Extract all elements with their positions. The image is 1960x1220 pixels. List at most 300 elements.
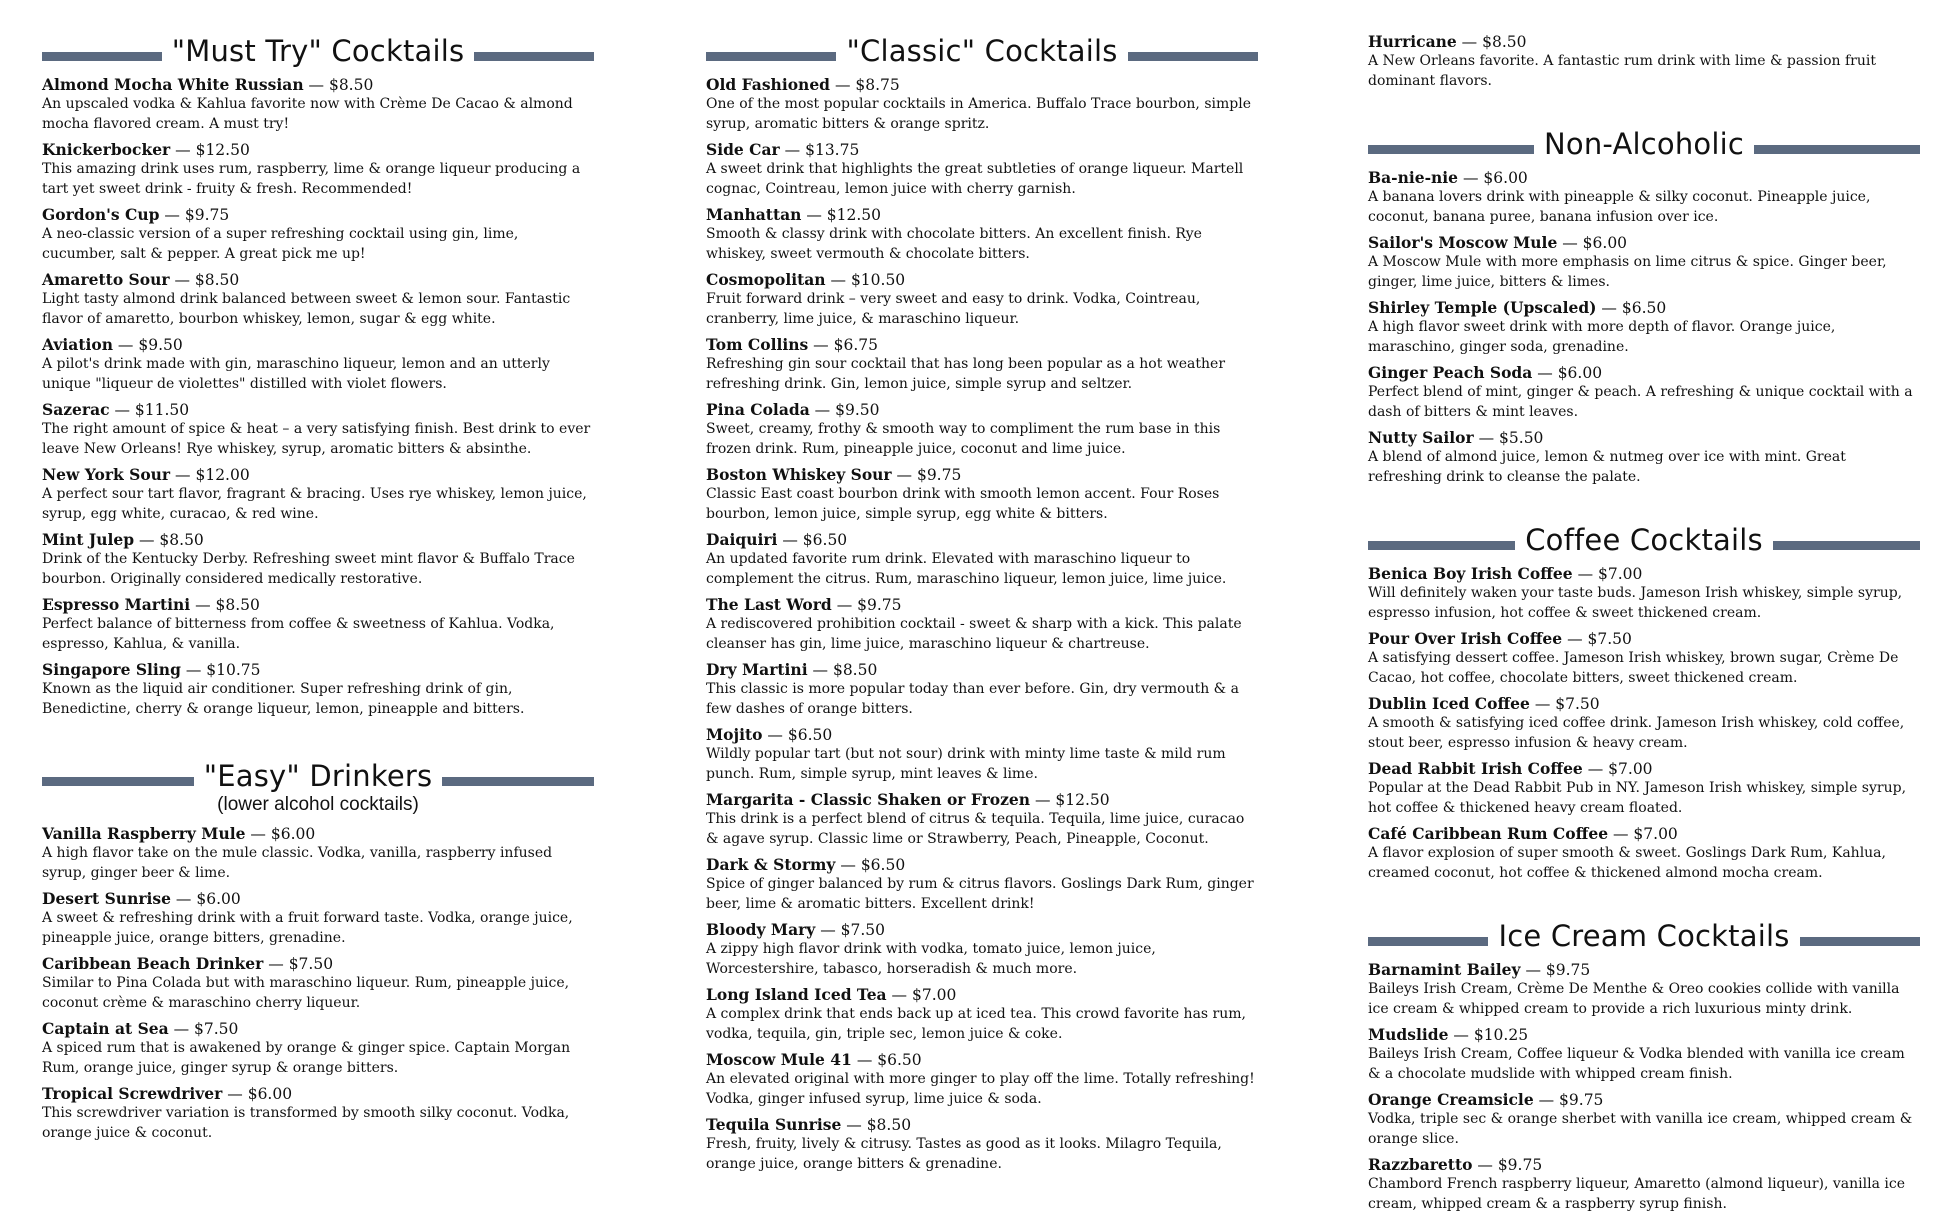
item-name-line xyxy=(42,400,594,420)
item-description: Baileys Irish Cream, Coffee liqueur & Vodka blended with vanilla ice cream & a chocolate mudslide with whipped cream finish. xyxy=(1368,1046,1905,1082)
price-separator: — xyxy=(801,206,827,224)
item-name-line xyxy=(706,530,1258,550)
item-name: Sailor's Moscow Mule xyxy=(1368,233,1558,252)
divider-bar xyxy=(1773,541,1920,550)
divider-bar xyxy=(1368,541,1515,550)
item-name: Tropical Screwdriver xyxy=(42,1084,223,1103)
item-price: $7.50 xyxy=(840,921,886,939)
price-separator: — xyxy=(851,1051,878,1069)
item-name-line xyxy=(706,595,1258,615)
item-name-line xyxy=(1368,759,1920,779)
item-name: Vanilla Raspberry Mule xyxy=(42,824,246,843)
price-separator: — xyxy=(1572,565,1599,583)
item-description: This amazing drink uses rum, raspberry, lime & orange liqueur producing a tart yet sweet drink - fruity & fresh. Recommended! xyxy=(42,161,581,197)
section-header-coffee xyxy=(1368,523,1920,557)
price-separator: — xyxy=(777,531,803,549)
item-price: $6.00 xyxy=(270,825,316,843)
menu-item xyxy=(706,1050,1258,1109)
section-title: Coffee Cocktails xyxy=(1525,523,1763,557)
item-price: $6.00 xyxy=(1483,169,1528,187)
item-description: A sweet & refreshing drink with a fruit forward taste. Vodka, orange juice, pineapple juice, orange bitters, grenadine. xyxy=(42,910,573,946)
item-description: Fresh, fruity, lively & citrusy. Tastes as good as it looks. Milagro Tequila, orange juice, orange bitters & grenadine. xyxy=(706,1136,1222,1172)
section-header-non-alcoholic xyxy=(1368,127,1920,161)
menu-item xyxy=(42,824,594,883)
menu-item xyxy=(706,530,1258,589)
price-separator: — xyxy=(168,1020,195,1038)
menu-item xyxy=(1368,298,1920,357)
item-name: New York Sour xyxy=(42,465,171,484)
menu-list xyxy=(42,824,594,1143)
item-price: $12.00 xyxy=(195,466,250,484)
item-price: $6.50 xyxy=(877,1051,922,1069)
item-description: A perfect sour tart flavor, fragrant & bracing. Uses rye whiskey, lemon juice, syrup, egg white, curacao, & red wine. xyxy=(42,486,587,522)
menu-item xyxy=(42,954,594,1013)
item-price: $5.50 xyxy=(1499,429,1544,447)
item-price: $7.00 xyxy=(1608,760,1653,778)
item-description: Drink of the Kentucky Derby. Refreshing sweet mint flavor & Buffalo Trace bourbon. Originally considered medically restorative. xyxy=(42,551,575,587)
item-price: $6.00 xyxy=(247,1085,293,1103)
item-price: $8.75 xyxy=(855,76,900,94)
item-name-line xyxy=(1368,428,1920,448)
item-name: Bloody Mary xyxy=(706,920,816,939)
price-separator: — xyxy=(1520,961,1546,979)
item-name-line xyxy=(706,205,1258,225)
item-name: Gordon's Cup xyxy=(42,205,160,224)
item-price: $8.50 xyxy=(194,271,240,289)
section-header-ice-cream xyxy=(1368,919,1920,953)
item-description: A high flavor sweet drink with more depth of flavor. Orange juice, maraschino, ginger soda, grenadine. xyxy=(1368,319,1836,355)
price-separator: — xyxy=(159,206,185,224)
item-description: This screwdriver variation is transformed by smooth silky coconut. Vodka, orange juice & coconut. xyxy=(42,1105,570,1141)
menu-item xyxy=(706,920,1258,979)
divider-bar xyxy=(1800,937,1920,946)
item-name-line xyxy=(42,205,594,225)
price-separator: — xyxy=(809,401,836,419)
menu-item xyxy=(706,985,1258,1044)
item-name: Tequila Sunrise xyxy=(706,1115,842,1134)
item-price: $6.00 xyxy=(196,890,241,908)
item-name: The Last Word xyxy=(706,595,832,614)
item-description: A smooth & satisfying iced coffee drink. Jameson Irish whiskey, cold coffee, stout beer, espresso infusion & heavy cream. xyxy=(1368,715,1905,751)
price-separator: — xyxy=(170,466,196,484)
item-name-line xyxy=(42,140,594,160)
menu-item xyxy=(1368,824,1920,883)
item-description: Known as the liquid air conditioner. Super refreshing drink of gin, Benedictine, cherry & orange liqueur, lemon, pineapple and bitters. xyxy=(42,681,525,717)
item-description: One of the most popular cocktails in America. Buffalo Trace bourbon, simple syrup, aromatic bitters & orange spritz. xyxy=(706,96,1251,132)
menu-item xyxy=(42,1019,594,1078)
item-description: A sweet drink that highlights the great subtleties of orange liqueur. Martell cognac, Cointreau, lemon juice with cherry garnish. xyxy=(706,161,1244,197)
item-description: Refreshing gin sour cocktail that has long been popular as a hot weather refreshing drink. Gin, lemon juice, simple syrup and seltzer. xyxy=(706,356,1226,392)
item-name: Pour Over Irish Coffee xyxy=(1368,629,1563,648)
item-name: Almond Mocha White Russian xyxy=(42,75,304,94)
item-price: $9.75 xyxy=(1545,961,1591,979)
column-middle xyxy=(706,34,1258,1180)
divider-bar xyxy=(442,777,594,786)
item-name: Caribbean Beach Drinker xyxy=(42,954,264,973)
price-separator: — xyxy=(891,466,917,484)
menu-item xyxy=(706,1115,1258,1174)
item-price: $7.50 xyxy=(1555,695,1600,713)
item-name-line xyxy=(1368,1025,1920,1045)
item-name-line xyxy=(1368,824,1920,844)
item-name: Old Fashioned xyxy=(706,75,831,94)
item-description: A neo-classic version of a super refreshing cocktail using gin, lime, cucumber, salt & pepper. A great pick me up! xyxy=(42,226,519,262)
menu-item xyxy=(706,270,1258,329)
item-name: Moscow Mule 41 xyxy=(706,1050,852,1069)
section-subtitle: (lower alcohol cocktails) xyxy=(217,794,419,815)
item-name-line xyxy=(1368,1155,1920,1175)
item-price: $10.75 xyxy=(206,661,261,679)
item-description: A banana lovers drink with pineapple & silky coconut. Pineapple juice, coconut, banana puree, banana infusion over ice. xyxy=(1368,189,1871,225)
item-name: Dead Rabbit Irish Coffee xyxy=(1368,759,1583,778)
item-name-line xyxy=(706,400,1258,420)
menu-item xyxy=(1368,629,1920,688)
menu-item xyxy=(42,335,594,394)
item-price: $12.50 xyxy=(826,206,882,224)
item-description: This classic is more popular today than ever before. Gin, dry vermouth & a few dashes of orange bitters. xyxy=(706,681,1239,717)
menu-item xyxy=(42,660,594,719)
item-name: Dark & Stormy xyxy=(706,855,836,874)
item-name-line xyxy=(1368,168,1920,188)
item-price: $6.75 xyxy=(833,336,878,354)
section-header-must-try xyxy=(42,34,594,68)
item-name: Pina Colada xyxy=(706,400,810,419)
item-name: Cosmopolitan xyxy=(706,270,826,289)
section-title: "Classic" Cocktails xyxy=(846,34,1118,68)
item-name-line xyxy=(1368,298,1920,318)
menu-item xyxy=(706,205,1258,264)
menu-item xyxy=(1368,428,1920,487)
item-price: $9.75 xyxy=(1559,1091,1604,1109)
divider-bar xyxy=(42,777,194,786)
item-description: A high flavor take on the mule classic. Vodka, vanilla, raspberry infused syrup, ginger beer & lime. xyxy=(42,845,553,881)
item-name: Aviation xyxy=(42,335,113,354)
item-name-line xyxy=(42,75,594,95)
price-separator: — xyxy=(1533,1091,1560,1109)
item-name-line xyxy=(42,335,594,355)
item-name-line xyxy=(706,140,1258,160)
price-separator: — xyxy=(245,825,271,843)
price-separator: — xyxy=(1562,630,1588,648)
price-separator: — xyxy=(1030,791,1056,809)
item-description: Will definitely waken your taste buds. Jameson Irish whiskey, simple syrup, espresso infusion, hot coffee & sweet thickened cream. xyxy=(1368,585,1903,621)
item-name: Nutty Sailor xyxy=(1368,428,1474,447)
item-name-line xyxy=(1368,564,1920,584)
price-separator: — xyxy=(815,921,841,939)
item-name: Café Caribbean Rum Coffee xyxy=(1368,824,1609,843)
item-price: $11.50 xyxy=(134,401,190,419)
menu-list xyxy=(706,75,1258,1174)
column-left xyxy=(42,34,594,1149)
item-name-line xyxy=(42,595,594,615)
menu-item xyxy=(1368,1155,1920,1214)
price-separator: — xyxy=(109,401,135,419)
item-name: Hurricane xyxy=(1368,32,1457,51)
item-price: $9.75 xyxy=(916,466,962,484)
menu-item xyxy=(706,335,1258,394)
item-description: A flavor explosion of super smooth & sweet. Goslings Dark Rum, Kahlua, creamed coconut, hot coffee & thickened almond mocha cream. xyxy=(1368,845,1886,881)
menu-item xyxy=(1368,168,1920,227)
item-name: Ba-nie-nie xyxy=(1368,168,1459,187)
menu-item xyxy=(1368,564,1920,623)
menu-item xyxy=(42,400,594,459)
item-name-line xyxy=(1368,1090,1920,1110)
column-right xyxy=(1368,32,1920,1220)
menu-item xyxy=(706,140,1258,199)
item-name: Daiquiri xyxy=(706,530,778,549)
item-name: Tom Collins xyxy=(706,335,809,354)
menu-item xyxy=(1368,960,1920,1019)
menu-item xyxy=(706,400,1258,459)
price-separator: — xyxy=(830,76,856,94)
section-title: Non-Alcoholic xyxy=(1544,127,1745,161)
price-separator: — xyxy=(835,856,861,874)
item-price: $6.50 xyxy=(1621,299,1667,317)
item-name-line xyxy=(706,1115,1258,1135)
menu-item xyxy=(706,660,1258,719)
section-title: "Must Try" Cocktails xyxy=(171,34,465,68)
item-name: Espresso Martini xyxy=(42,595,191,614)
divider-bar xyxy=(474,52,594,61)
item-price: $9.50 xyxy=(138,336,183,354)
price-separator: — xyxy=(170,141,196,159)
item-name-line xyxy=(706,855,1258,875)
item-price: $7.50 xyxy=(288,955,334,973)
price-separator: — xyxy=(831,596,858,614)
price-separator: — xyxy=(171,890,197,908)
menu-item xyxy=(42,270,594,329)
divider-bar xyxy=(1368,145,1534,154)
price-separator: — xyxy=(1448,1026,1474,1044)
item-name: Sazerac xyxy=(42,400,110,419)
price-separator: — xyxy=(113,336,139,354)
price-separator: — xyxy=(886,986,912,1004)
item-name-line xyxy=(42,1084,594,1104)
price-separator: — xyxy=(808,336,834,354)
price-separator: — xyxy=(825,271,851,289)
item-price: $8.50 xyxy=(328,76,374,94)
item-price: $12.50 xyxy=(195,141,250,159)
item-price: $7.00 xyxy=(911,986,957,1004)
item-description: Popular at the Dead Rabbit Pub in NY. Jameson Irish whiskey, simple syrup, hot coffee & thickened heavy cream floated. xyxy=(1368,780,1907,816)
item-price: $7.50 xyxy=(1587,630,1632,648)
item-price: $10.25 xyxy=(1473,1026,1529,1044)
item-name-line xyxy=(1368,694,1920,714)
item-price: $6.00 xyxy=(1557,364,1603,382)
item-name: Mudslide xyxy=(1368,1025,1449,1044)
item-description: This drink is a perfect blend of citrus & tequila. Tequila, lime juice, curacao & agave syrup. Classic lime or Strawberry, Peach, Pineapple, Coconut. xyxy=(706,811,1245,847)
price-separator: — xyxy=(779,141,806,159)
item-name: Desert Sunrise xyxy=(42,889,171,908)
divider-bar xyxy=(706,52,836,61)
item-name-line xyxy=(706,465,1258,485)
item-price: $8.50 xyxy=(866,1116,912,1134)
item-name: Barnamint Bailey xyxy=(1368,960,1521,979)
item-name-line xyxy=(42,270,594,290)
item-name: Long Island Iced Tea xyxy=(706,985,887,1004)
item-name: Amaretto Sour xyxy=(42,270,170,289)
item-description: Similar to Pina Colada but with maraschino liqueur. Rum, pineapple juice, coconut crème & maraschino cherry liqueur. xyxy=(42,975,570,1011)
price-separator: — xyxy=(762,726,788,744)
item-price: $8.50 xyxy=(1482,33,1527,51)
menu-item xyxy=(706,855,1258,914)
item-description: A blend of almond juice, lemon & nutmeg over ice with mint. Great refreshing drink to cleanse the palate. xyxy=(1368,449,1846,485)
price-separator: — xyxy=(841,1116,867,1134)
item-name: Razzbaretto xyxy=(1368,1155,1473,1174)
item-price: $7.50 xyxy=(194,1020,239,1038)
item-description: Vodka, triple sec & orange sherbet with vanilla ice cream, whipped cream & orange slice. xyxy=(1368,1111,1913,1147)
item-price: $9.50 xyxy=(835,401,880,419)
item-name-line xyxy=(706,335,1258,355)
item-description: An upscaled vodka & Kahlua favorite now with Crème De Cacao & almond mocha flavored cream. A must try! xyxy=(42,96,573,132)
item-description: A zippy high flavor drink with vodka, tomato juice, lemon juice, Worcestershire, tabasco, horseradish & much more. xyxy=(706,941,1156,977)
item-description: An updated favorite rum drink. Elevated with maraschino liqueur to complement the citrus. Rum, maraschino liqueur, lemon juice, lime juice. xyxy=(706,551,1227,587)
menu-list xyxy=(42,75,594,719)
menu-item xyxy=(42,530,594,589)
price-separator: — xyxy=(190,596,216,614)
menu-item xyxy=(42,205,594,264)
price-separator: — xyxy=(1472,1156,1498,1174)
menu-item xyxy=(42,1084,594,1143)
item-name-line xyxy=(1368,629,1920,649)
item-name-line xyxy=(1368,960,1920,980)
menu-item xyxy=(42,889,594,948)
item-name: Margarita - Classic Shaken or Frozen xyxy=(706,790,1031,809)
item-name: Benica Boy Irish Coffee xyxy=(1368,564,1573,583)
item-name: Dublin Iced Coffee xyxy=(1368,694,1530,713)
item-name-line xyxy=(706,985,1258,1005)
item-name-line xyxy=(706,725,1258,745)
item-name: Boston Whiskey Sour xyxy=(706,465,892,484)
item-price: $6.50 xyxy=(802,531,848,549)
item-description: Perfect balance of bitterness from coffee & sweetness of Kahlua. Vodka, espresso, Kahlua, & vanilla. xyxy=(42,616,555,652)
item-description: A pilot's drink made with gin, maraschino liqueur, lemon and an utterly unique "liqueur de violettes" distilled with violet flowers. xyxy=(42,356,550,392)
item-price: $8.50 xyxy=(832,661,878,679)
item-description: Wildly popular tart (but not sour) drink with minty lime taste & mild rum punch. Rum, simple syrup, mint leaves & lime. xyxy=(706,746,1226,782)
price-separator: — xyxy=(1557,234,1583,252)
item-name-line xyxy=(42,889,594,909)
menu-item xyxy=(42,75,594,134)
item-name: Knickerbocker xyxy=(42,140,171,159)
menu-item xyxy=(42,595,594,654)
item-price: $6.50 xyxy=(860,856,906,874)
item-description: A Moscow Mule with more emphasis on lime citrus & spice. Ginger beer, ginger, lime juice, bitters & limes. xyxy=(1368,254,1887,290)
item-description: Chambord French raspberry liqueur, Amaretto (almond liqueur), vanilla ice cream, whipped cream & a raspberry syrup finish. xyxy=(1368,1176,1905,1212)
price-separator: — xyxy=(303,76,329,94)
menu-list xyxy=(1368,960,1920,1214)
item-price: $9.75 xyxy=(1497,1156,1543,1174)
item-description: A satisfying dessert coffee. Jameson Irish whiskey, brown sugar, Crème De Cacao, hot coffee, chocolate bitters, sweet thickened cream. xyxy=(1368,650,1899,686)
item-price: $10.50 xyxy=(850,271,906,289)
menu-item xyxy=(1368,32,1920,91)
menu-list xyxy=(1368,168,1920,487)
menu-item xyxy=(1368,1025,1920,1084)
menu-list xyxy=(1368,564,1920,883)
price-separator: — xyxy=(169,271,195,289)
item-name: Dry Martini xyxy=(706,660,808,679)
item-description: An elevated original with more ginger to play off the lime. Totally refreshing! Vodka, ginger infused syrup, lime juice & soda. xyxy=(706,1071,1255,1107)
item-name: Orange Creamsicle xyxy=(1368,1090,1534,1109)
price-separator: — xyxy=(1532,364,1558,382)
section-title: "Easy" Drinkers xyxy=(203,759,433,793)
menu-item xyxy=(1368,759,1920,818)
menu-item xyxy=(706,75,1258,134)
item-name-line xyxy=(706,790,1258,810)
item-name-line xyxy=(706,1050,1258,1070)
section-title: Ice Cream Cocktails xyxy=(1498,919,1790,953)
item-description: A rediscovered prohibition cocktail - sweet & sharp with a kick. This palate cleanser has gin, lime juice, maraschino liqueur & chartreuse. xyxy=(706,616,1242,652)
item-name: Captain at Sea xyxy=(42,1019,169,1038)
menu-item xyxy=(1368,363,1920,422)
item-name: Shirley Temple (Upscaled) xyxy=(1368,298,1597,317)
price-separator: — xyxy=(1582,760,1609,778)
price-separator: — xyxy=(807,661,833,679)
divider-bar xyxy=(1754,145,1920,154)
item-price: $8.50 xyxy=(215,596,260,614)
item-name-line xyxy=(1368,233,1920,253)
item-description: Sweet, creamy, frothy & smooth way to compliment the rum base in this frozen drink. Rum, pineapple juice, coconut and lime juice. xyxy=(706,421,1221,457)
menu-item xyxy=(1368,1090,1920,1149)
divider-bar xyxy=(42,52,162,61)
section-header-easy xyxy=(42,759,594,793)
item-price: $9.75 xyxy=(857,596,902,614)
item-name-line xyxy=(1368,363,1920,383)
menu-item xyxy=(706,465,1258,524)
item-price: $7.00 xyxy=(1633,825,1678,843)
price-separator: — xyxy=(1456,33,1483,51)
item-name-line xyxy=(42,1019,594,1039)
price-separator: — xyxy=(1473,429,1500,447)
item-description: Light tasty almond drink balanced between sweet & lemon sour. Fantastic flavor of amaretto, bourbon whiskey, lemon, sugar & egg white. xyxy=(42,291,571,327)
item-description: A spiced rum that is awakened by orange & ginger spice. Captain Morgan Rum, orange juice, ginger syrup & orange bitters. xyxy=(42,1040,571,1076)
item-price: $6.50 xyxy=(787,726,833,744)
menu-item xyxy=(706,790,1258,849)
menu-item xyxy=(1368,694,1920,753)
menu-item xyxy=(706,725,1258,784)
divider-bar xyxy=(1128,52,1258,61)
menu-item xyxy=(706,595,1258,654)
menu-item xyxy=(1368,233,1920,292)
item-description: Baileys Irish Cream, Crème De Menthe & Oreo cookies collide with vanilla ice cream & whipped cream to provide a rich luxurious minty drink. xyxy=(1368,981,1900,1017)
item-description: Fruit forward drink – very sweet and easy to drink. Vodka, Cointreau, cranberry, lime juice, & maraschino liqueur. xyxy=(706,291,1201,327)
item-price: $7.00 xyxy=(1598,565,1643,583)
item-name-line xyxy=(42,824,594,844)
item-name: Singapore Sling xyxy=(42,660,181,679)
price-separator: — xyxy=(1529,695,1556,713)
item-price: $8.50 xyxy=(159,531,204,549)
price-separator: — xyxy=(263,955,289,973)
item-price: $9.75 xyxy=(184,206,230,224)
price-separator: — xyxy=(1596,299,1622,317)
price-separator: — xyxy=(1608,825,1634,843)
item-description: Spice of ginger balanced by rum & citrus flavors. Goslings Dark Rum, ginger beer, lime & aromatic bitters. Excellent drink! xyxy=(706,876,1254,912)
item-price: $6.00 xyxy=(1582,234,1628,252)
item-description: A New Orleans favorite. A fantastic rum drink with lime & passion fruit dominant flavors. xyxy=(1368,53,1876,89)
item-description: The right amount of spice & heat – a very satisfying finish. Best drink to ever leave New Orleans! Rye whiskey, syrup, aromatic bitters & absinthe. xyxy=(42,421,591,457)
item-name-line xyxy=(706,920,1258,940)
section-header-classic xyxy=(706,34,1258,68)
item-name-line xyxy=(706,270,1258,290)
item-name-line xyxy=(706,660,1258,680)
item-name: Manhattan xyxy=(706,205,802,224)
item-name: Ginger Peach Soda xyxy=(1368,363,1533,382)
price-separator: — xyxy=(222,1085,248,1103)
item-name-line xyxy=(42,660,594,680)
item-name-line xyxy=(1368,32,1920,52)
price-separator: — xyxy=(1458,169,1484,187)
item-price: $13.75 xyxy=(805,141,860,159)
menu-item xyxy=(42,140,594,199)
